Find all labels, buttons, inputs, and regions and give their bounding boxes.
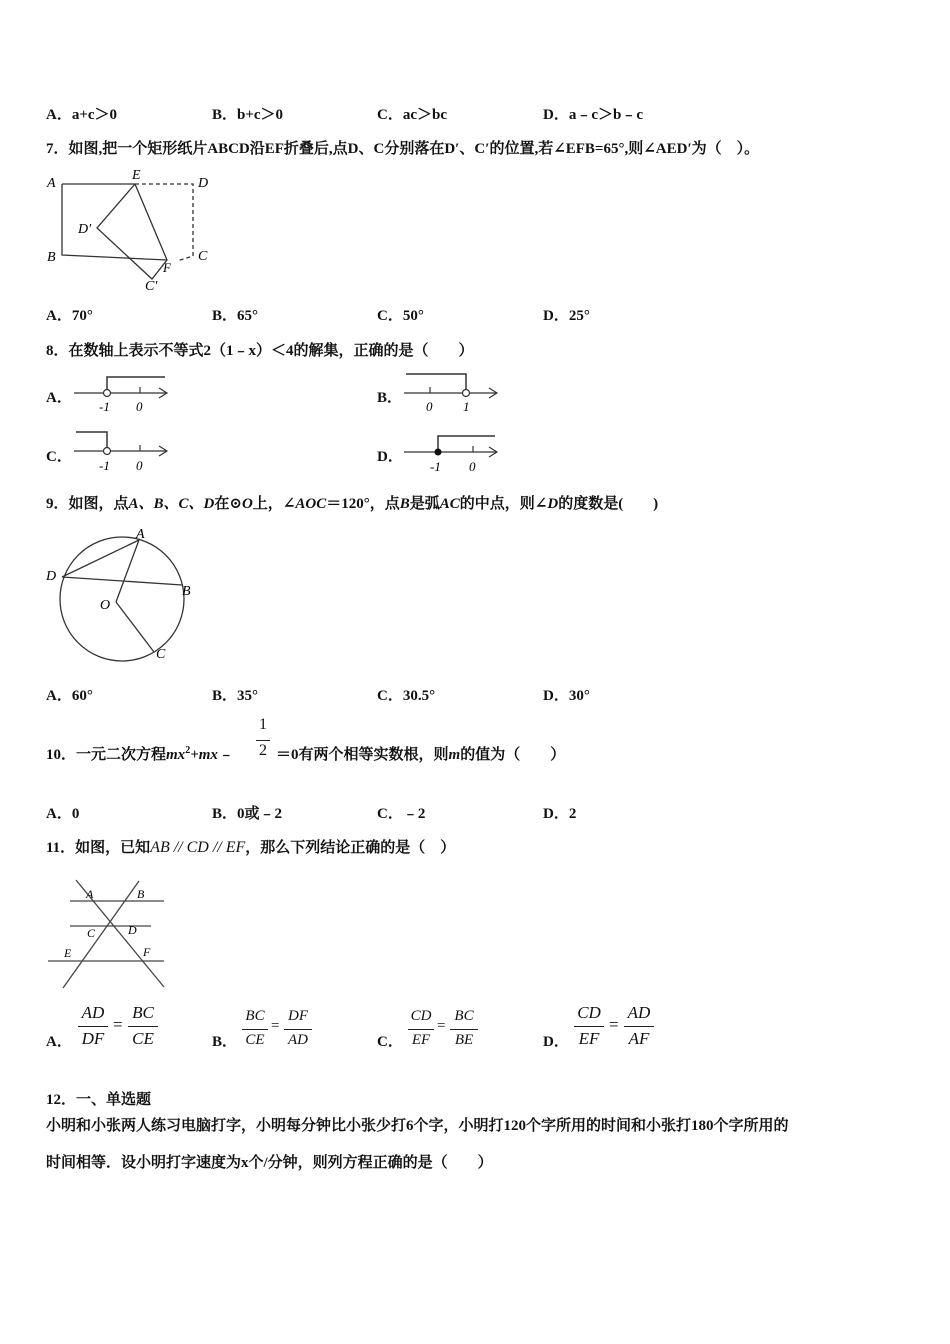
axis-label: -1 [430,459,441,474]
q7-option-b: B．65° [212,308,259,324]
axis-label: -1 [99,458,110,473]
equals-sign: = [609,1015,619,1034]
label-c-prime: C′ [145,279,158,294]
folded-flap [97,184,167,279]
q8-number-line-c [70,426,175,474]
q8-number-line-a [70,370,175,416]
label-e: E [132,168,141,183]
q10-stem-suffix: ＝0有两个相等实数根，则m的值为（ ） [276,747,566,763]
q6-option-b: B．b+c＞0 [212,107,284,123]
q11-option-a-frac2: BC CE [128,1003,158,1051]
q11-option-d-frac1: CD EF [574,1003,604,1051]
q7-stem: 7．如图,把一个矩形纸片ABCD沿EF折叠后,点D、C分别落在D′、C′的位置,若∠EFB=65°,则∠AED′为（ ）。 [46,141,760,157]
q8-option-c-letter: C． [46,449,72,465]
q8-option-d-letter: D． [377,449,403,465]
radius-oc [116,602,154,652]
q11-option-a-frac1: AD DF [78,1003,108,1051]
q8-number-line-d [400,428,505,474]
equals-sign: = [271,1018,280,1034]
axis-label: 0 [426,399,433,414]
q6-option-d: D．a﹣c＞b﹣c [543,107,643,123]
label-c: C [87,926,96,940]
axis-label: 0 [469,459,476,474]
q7-option-a: A．70° [46,308,93,324]
axis-label: 0 [136,458,143,473]
q11-stem: 11．如图，已知AB // CD // EF，那么下列结论正确的是（ ） [46,839,456,856]
label-d-prime: D′ [78,222,92,237]
label-c: C [198,249,208,264]
q9-option-c: C．30.5° [377,688,436,704]
q10-option-a: A．0 [46,806,80,822]
q8-number-line-b [400,368,505,416]
q11-option-b-letter: B． [212,1034,238,1050]
circle-o [60,537,184,661]
q11-option-a-letter: A． [46,1034,72,1050]
closed-endpoint [435,449,442,456]
axis-label: 0 [136,399,143,414]
label-b: B [182,584,191,599]
q10-option-d: D．2 [543,806,577,822]
q12-line-2: 时间相等．设小明打字速度为x个/分钟，则列方程正确的是（ ） [46,1155,493,1171]
q10-fraction: 1 2 [256,716,270,766]
q8-option-b-letter: B． [377,390,403,406]
q7-figure [40,162,230,297]
label-d: D [198,176,209,191]
label-a: A [47,176,56,191]
q9-option-b: B．35° [212,688,259,704]
label-b: B [137,887,145,901]
label-o: O [100,598,111,613]
q10-stem-prefix: 10．一元二次方程$mx^2+mx﹣$ [46,745,233,763]
q9-option-d: D．30° [543,688,590,704]
equals-sign: = [113,1015,123,1034]
label-a: A [86,887,94,901]
label-e: E [64,946,72,960]
q11-option-c-frac1: CD EF [408,1008,434,1052]
q10-option-b: B．0或﹣2 [212,806,283,822]
q11-figure [44,868,169,990]
q9-figure [40,525,205,665]
q8-option-a-letter: A． [46,390,72,406]
label-f: F [163,260,171,275]
label-c: C [156,647,166,662]
q7-option-c: C．50° [377,308,424,324]
chord-db [62,577,182,585]
axis-label: 1 [463,399,470,414]
q7-option-d: D．25° [543,308,590,324]
label-d: D [128,923,137,937]
q11-option-b-frac1: BC CE [242,1008,268,1052]
label-f: F [143,945,151,959]
q11-option-c-frac2: BC BE [450,1008,478,1052]
q10-option-c: C．﹣2 [377,806,426,822]
axis-label: -1 [99,399,110,414]
q6-option-a: A．a+c＞0 [46,107,118,123]
q11-option-c-letter: C． [377,1034,403,1050]
q9-option-a: A．60° [46,688,93,704]
q11-option-b-frac2: DF AD [284,1008,312,1052]
q12-line-1: 小明和小张两人练习电脑打字，小明每分钟比小张少打6个字，小明打120个字所用的时间和小张打180个字所用的 [46,1118,789,1134]
equals-sign: = [437,1018,446,1034]
q6-option-c: C．ac＞bc [377,107,447,123]
q11-option-d-letter: D． [543,1034,569,1050]
q11-option-d-frac2: AD AF [624,1003,654,1051]
label-a: A [136,527,145,542]
q12-heading: 12．一、单选题 [46,1092,152,1108]
q9-stem: 9．如图，点A、B、C、D在⊙O上，∠AOC＝120°，点B是弧AC的中点，则∠D的度数是( ) [46,496,659,512]
label-d: D [46,569,57,584]
q8-stem: 8．在数轴上表示不等式2（1﹣x）＜4的解集，正确的是（ ） [46,343,474,359]
label-b: B [47,250,56,265]
folded-away-edges [135,184,193,261]
